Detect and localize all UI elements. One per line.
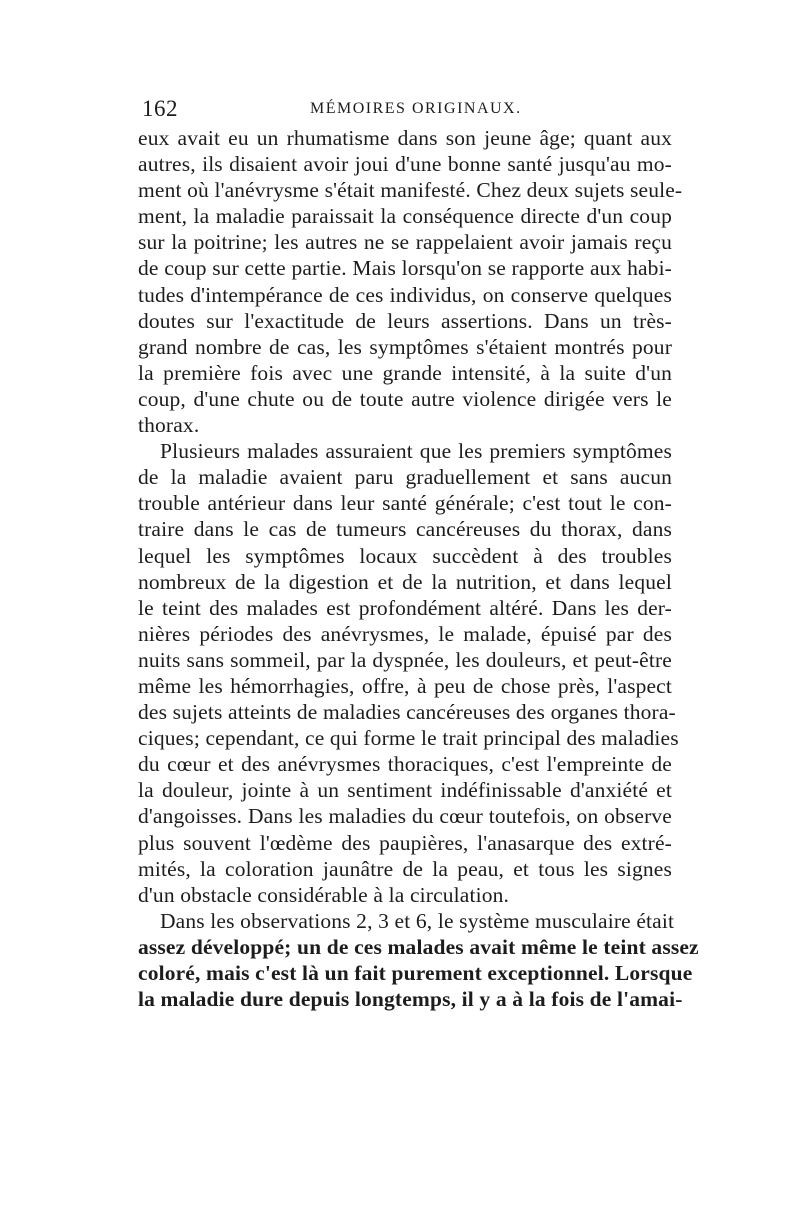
text-line: coloré, mais c'est là un fait purement exceptionnel. Lorsque [138,961,693,985]
text-line: d'un obstacle considérable à la circulation. [138,882,510,907]
text-line: d'angoisses. Dans les maladies du cœur toutefois, on observe [138,804,672,829]
text-line: thorax. [138,413,200,438]
text-line: doutes sur l'exactitude de leurs assertions. Dans un très- [138,308,672,333]
text-line: assez développé; un de ces malades avait même le teint assez [138,934,699,959]
paragraph-start-line: Plusieurs malades assuraient que les premiers symptômes [160,439,672,464]
text-line: coup, d'une chute ou de toute autre violence dirigée vers le [138,386,672,411]
text-line: ment, la maladie paraissait la conséquence directe d'un coup [138,204,672,229]
text-line: nières périodes des anévrysmes, le malade, épuisé par des [138,621,672,646]
text-line: trouble antérieur dans leur santé générale; c'est tout le con- [138,491,672,516]
page-number: 162 [142,96,178,121]
text-line: des sujets atteints de maladies cancéreuses des organes thora- [138,700,676,725]
text-line: ment où l'anévrysme s'était manifesté. Chez deux sujets seule- [138,178,683,203]
page-header [142,96,672,126]
text-line: traire dans le cas de tumeurs cancéreuses du thorax, dans [138,517,672,542]
text-line: de la maladie avaient paru graduellement et sans aucun [138,465,672,490]
text-line: la première fois avec une grande intensité, à la suite d'un [138,360,672,385]
text-line: autres, ils disaient avoir joui d'une bonne santé jusqu'au mo- [138,152,672,177]
text-line: mités, la coloration jaunâtre de la peau, et tous les signes [138,856,672,881]
text-line: la maladie dure depuis longtemps, il y a à la fois de l'amai- [138,987,683,1012]
paragraph-start-line: Dans les observations 2, 3 et 6, le système musculaire était [160,908,675,933]
running-head: MÉMOIRES ORIGINAUX. [310,100,522,117]
text-line: plus souvent l'œdème des paupières, l'anasarque des extré- [138,830,672,855]
text-line: eux avait eu un rhumatisme dans son jeune âge; quant aux [138,126,672,150]
text-line: la douleur, jointe à un sentiment indéfinissable d'anxiété et [138,778,672,803]
text-line: lequel les symptômes locaux succèdent à des troubles [138,543,672,568]
text-line: tudes d'intempérance de ces individus, on conserve quelques [138,282,672,307]
text-line: ciques; cependant, ce qui forme le trait principal des maladies [138,726,679,751]
text-line: du cœur et des anévrysmes thoraciques, c'est l'empreinte de [138,752,672,777]
text-line: sur la poitrine; les autres ne se rappelaient avoir jamais reçu [138,230,672,255]
text-line: grand nombre de cas, les symptômes s'étaient montrés pour [138,334,672,359]
text-line: même les hémorrhagies, offre, à peu de chose près, l'aspect [138,673,672,698]
text-line: de coup sur cette partie. Mais lorsqu'on se rapporte aux habi- [138,256,672,281]
text-line: nuits sans sommeil, par la dyspnée, les douleurs, et peut-être [138,647,672,672]
text-line: le teint des malades est profondément altéré. Dans les der- [138,595,672,620]
body-text [138,125,699,1012]
text-line: nombreux de la digestion et de la nutrition, et dans lequel [138,569,672,594]
